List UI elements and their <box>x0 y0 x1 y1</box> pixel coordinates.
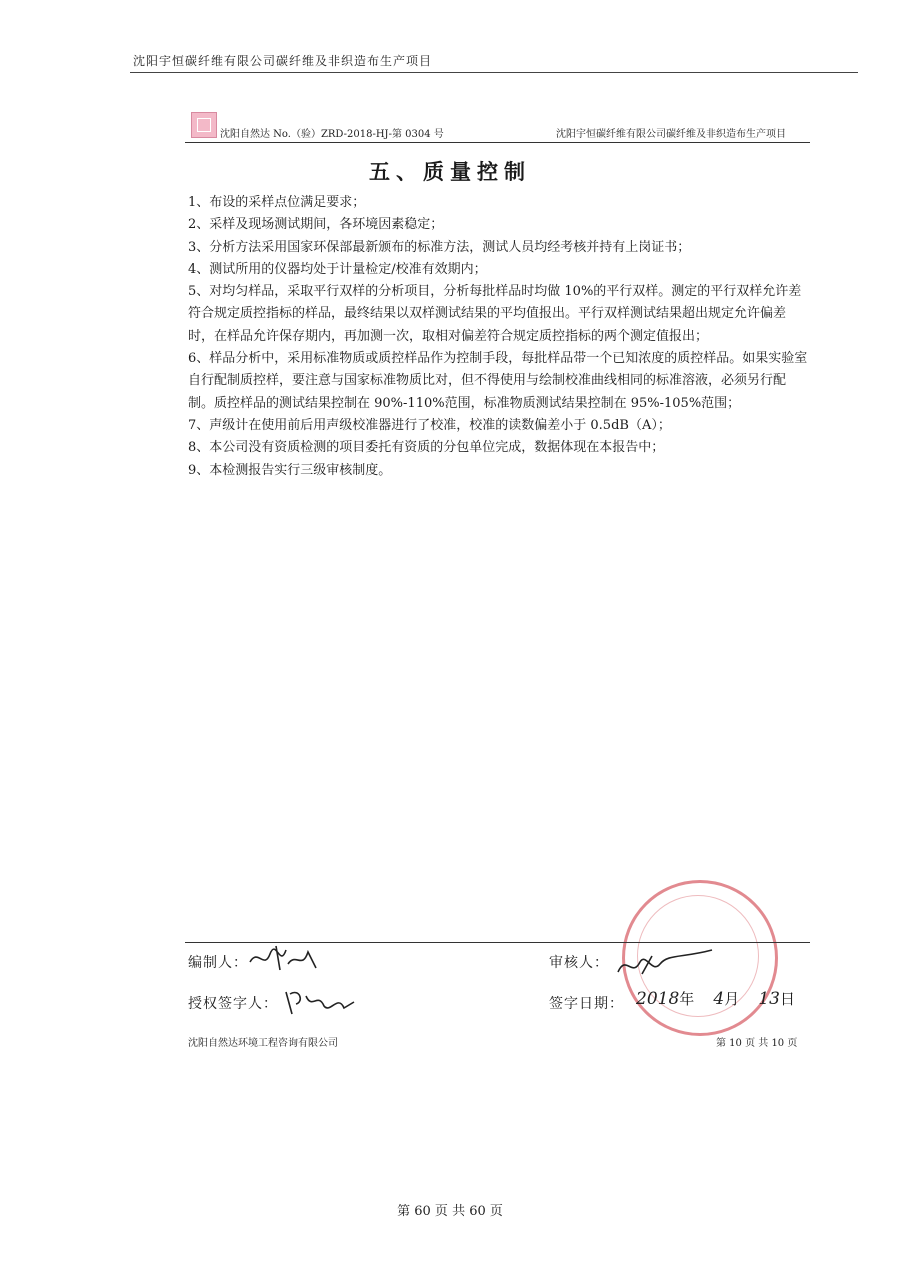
page-number: 第 60 页 共 60 页 <box>397 1204 503 1219</box>
date-day-unit: 日 <box>779 990 795 1008</box>
date-year-unit: 年 <box>679 990 695 1008</box>
section-title: 五、质量控制 <box>369 160 531 184</box>
list-item: 3、分析方法采用国家环保部最新颁布的标准方法，测试人员均经考核并持有上岗证书； <box>188 239 691 255</box>
list-item: 4、测试所用的仪器均处于计量检定/校准有效期内； <box>188 261 487 277</box>
authorizer-signature <box>282 984 362 1018</box>
inner-page-number: 第 10 页 共 10 页 <box>716 1038 798 1049</box>
list-item: 1、布设的采样点位满足要求； <box>188 195 366 210</box>
date-day: 13 <box>758 989 780 1009</box>
project-name: 沈阳宇恒碳纤维有限公司碳纤维及非织造布生产项目 <box>556 129 786 140</box>
authorizer-label: 授权签字人： <box>188 996 278 1012</box>
preparer-signature <box>246 940 326 976</box>
footer-company: 沈阳自然达环境工程咨询有限公司 <box>188 1038 338 1049</box>
reviewer-signature <box>612 944 722 984</box>
company-logo <box>191 112 217 138</box>
signature-date <box>636 988 795 1009</box>
preparer-label: 编制人： <box>188 955 248 971</box>
inner-header-divider <box>185 142 810 143</box>
date-label: 签字日期： <box>549 996 624 1012</box>
date-month: 4 <box>713 989 725 1009</box>
date-year: 2018 <box>636 989 680 1009</box>
list-item: 8、本公司没有资质检测的项目委托有资质的分包单位完成，数据体现在本报告中； <box>188 440 665 456</box>
list-item: 5、对均匀样品，采取平行双样的分析项目，分析每批样品时均做 10%的平行双样。测定的平行双样允许差符合规定质控指标的样品，最终结果以双样测试结果的平均值报出。平行双样测试结果超出规定允许偏差时，在样品允许保存期内，再加测一次，取相对偏差符合规定质控指标的两个测定值报出； <box>188 284 802 344</box>
quality-control-list <box>188 192 810 482</box>
list-item: 7、声级计在使用前后用声级校准器进行了校准，校准的读数偏差小于 0.5dB（A）； <box>188 417 671 433</box>
list-item: 9、本检测报告实行三级审核制度。 <box>188 462 392 478</box>
report-number: 沈阳自然达 No.（验）ZRD-2018-HJ-第 0304 号 <box>220 129 444 140</box>
list-item: 6、样品分析中，采用标准物质或质控样品作为控制手段，每批样品带一个已知浓度的质控样品。如果实验室自行配制质控样，要注意与国家标准物质比对，但不得使用与绘制校准曲线相同的标准溶液，必须另行配制。质控样品的测试结果控制在 90%-110%范围，标准物质测试结果控制在 95%-105%范围； <box>188 351 808 411</box>
document-header: 沈阳宇恒碳纤维有限公司碳纤维及非织造布生产项目 <box>133 54 433 68</box>
list-item: 2、采样及现场测试期间，各环境因素稳定； <box>188 217 444 233</box>
reviewer-label: 审核人： <box>549 955 609 971</box>
header-divider <box>130 72 858 73</box>
date-month-unit: 月 <box>724 990 740 1008</box>
